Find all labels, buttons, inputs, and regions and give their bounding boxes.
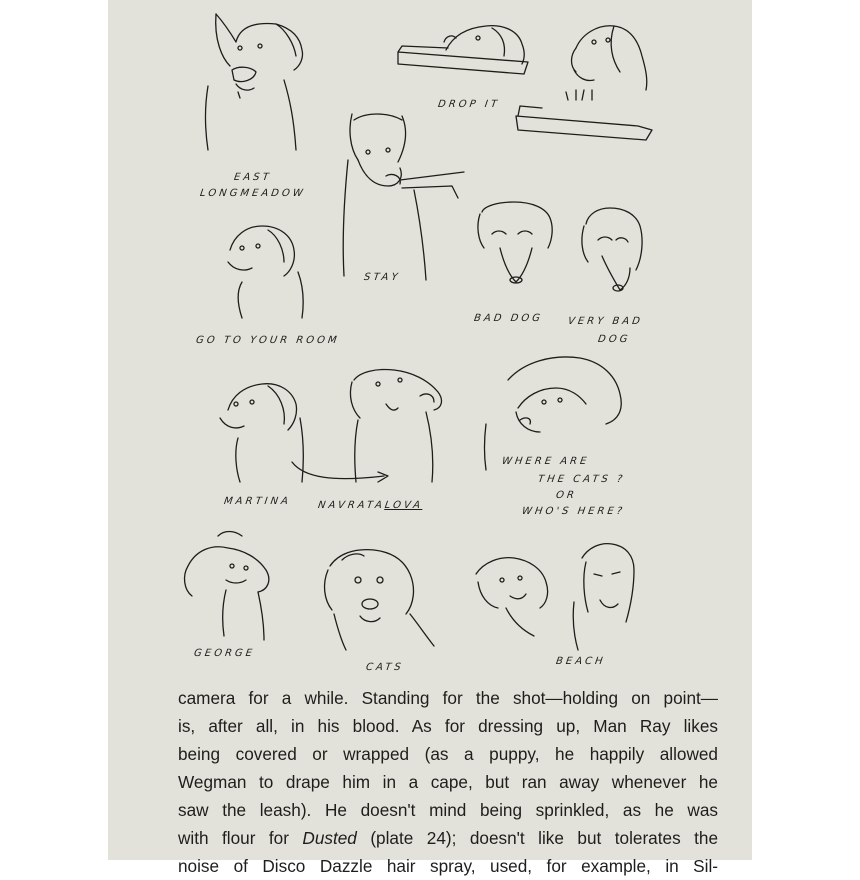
- bad-dog-drawing: [478, 202, 552, 283]
- caption-very-bad-dog-2: DOG: [597, 334, 632, 345]
- body-line-7: noise of Disco Dazzle hair spray, used, for example, in Sil-: [178, 856, 718, 876]
- caption-bad-dog: BAD DOG: [473, 313, 544, 324]
- drop-it-dog-with-board-drawing: [398, 26, 528, 74]
- caption-where-are: WHERE ARE: [501, 456, 591, 467]
- book-page: [108, 0, 752, 876]
- body-line-4: Wegman to drape him in a cape, but ran away whenever he: [178, 772, 718, 792]
- caption-george: GEORGE: [193, 648, 256, 659]
- body-line-6: [178, 824, 718, 852]
- body-line-1: camera for a while. Standing for the shot—holding on point—: [178, 688, 718, 708]
- drop-it-dog-looking-down-drawing: [516, 26, 652, 140]
- caption-drop-it: DROP IT: [437, 99, 501, 110]
- body-line-6-title: Dusted: [302, 828, 357, 848]
- caption-very-bad-dog-1: VERY BAD: [567, 316, 644, 327]
- caption-go-to-your-room: GO TO YOUR ROOM: [195, 335, 341, 346]
- body-line-5: saw the leash). He doesn't mind being sprinkled, as he was: [178, 800, 718, 820]
- very-bad-dog-drawing: [582, 208, 642, 291]
- beach-dogs-drawing: [476, 544, 634, 650]
- where-are-the-cats-dog-drawing: [485, 357, 622, 470]
- caption-whos-here: WHO'S HERE?: [521, 506, 626, 517]
- go-to-your-room-dog-drawing: [228, 226, 303, 318]
- caption-navratalova-underlined: LOVA: [383, 500, 424, 511]
- caption-the-cats: THE CATS ?: [537, 474, 626, 485]
- cats-dog-drawing: [325, 550, 434, 650]
- east-longmeadow-dog-drawing: [205, 14, 302, 150]
- caption-east-longmeadow-1: EAST: [233, 172, 273, 183]
- body-paragraph: [178, 684, 718, 880]
- body-line-6-post: (plate 24); doesn't like but tolerates the: [356, 828, 718, 848]
- caption-beach: BEACH: [555, 656, 607, 667]
- caption-navratalova-prefix: NAVRATA: [317, 500, 386, 511]
- body-line-3: being covered or wrapped (as a puppy, he happily allowed: [178, 744, 718, 764]
- navratalova-dog-drawing: [292, 369, 441, 482]
- caption-stay: STAY: [363, 272, 402, 283]
- body-line-2: is, after all, in his blood. As for dressing up, Man Ray likes: [178, 716, 718, 736]
- george-dog-drawing: [185, 532, 269, 641]
- caption-martina: MARTINA: [223, 496, 292, 507]
- body-line-6-pre: with flour for: [178, 828, 303, 848]
- caption-cats: CATS: [365, 662, 405, 673]
- caption-east-longmeadow-2: LONGMEADOW: [199, 188, 307, 199]
- martina-dog-drawing: [220, 384, 303, 482]
- caption-navratalova: [317, 500, 423, 511]
- stay-dog-drawing: [343, 114, 464, 280]
- caption-or: OR: [555, 490, 578, 501]
